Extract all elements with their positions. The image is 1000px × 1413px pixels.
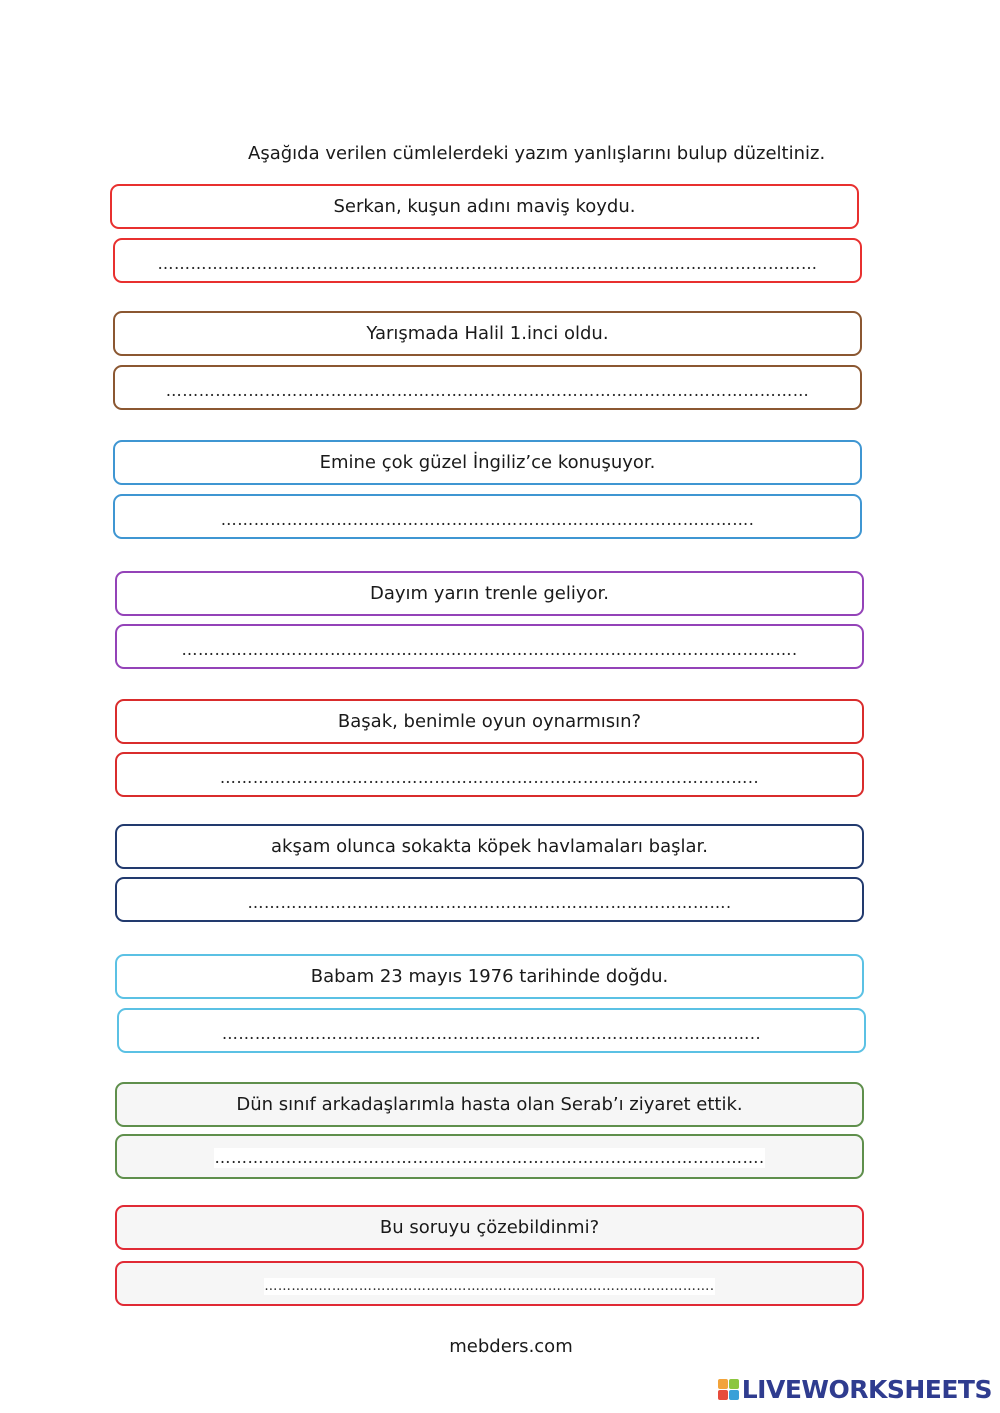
sentence-text-1: Serkan, kuşun adını maviş koydu. — [333, 196, 636, 217]
answer-dots-5: …………………………………………………………………………………….. — [219, 768, 760, 787]
footer-source: mebders.com — [449, 1336, 573, 1357]
sentence-text-7: Babam 23 mayıs 1976 tarihinde doğdu. — [310, 966, 669, 987]
answer-dots-3: ……………………………………………………………………………………. — [220, 510, 755, 529]
answer-field-2[interactable] — [113, 365, 862, 410]
answer-field-1[interactable] — [113, 238, 862, 283]
logo-square-2 — [729, 1379, 739, 1389]
answer-field-4[interactable] — [115, 624, 864, 669]
logo-square-1 — [718, 1379, 728, 1389]
sentence-box-7 — [115, 954, 864, 999]
sentence-box-1 — [110, 184, 859, 229]
answer-dots-8: ………………………………………………………………………………………. — [214, 1148, 765, 1167]
brand-name: LIVEWORKSHEETS — [741, 1375, 992, 1404]
logo-square-3 — [718, 1390, 728, 1400]
liveworksheets-icon — [718, 1379, 739, 1400]
answer-field-7[interactable] — [117, 1008, 866, 1053]
answer-dots-7: …………………………………………………………………………………….. — [221, 1024, 762, 1043]
sentence-box-4 — [115, 571, 864, 616]
sentence-box-8 — [115, 1082, 864, 1127]
sentence-box-5 — [115, 699, 864, 744]
sentence-box-6 — [115, 824, 864, 869]
logo-square-4 — [729, 1390, 739, 1400]
sentence-box-9 — [115, 1205, 864, 1250]
answer-field-3[interactable] — [113, 494, 862, 539]
answer-dots-9: ………………………………………………………………………………………. — [264, 1279, 715, 1294]
sentence-text-8: Dün sınıf arkadaşlarımla hasta olan Serab’ı ziyaret ettik. — [236, 1094, 743, 1115]
sentence-text-9: Bu soruyu çözebildinmi? — [379, 1217, 600, 1238]
sentence-text-6: akşam olunca sokakta köpek havlamaları başlar. — [271, 836, 708, 857]
sentence-text-5: Başak, benimle oyun oynarmısın? — [337, 711, 642, 732]
sentence-text-3: Emine çok güzel İngiliz’ce konuşuyor. — [319, 452, 656, 473]
answer-field-5[interactable] — [115, 752, 864, 797]
sentence-box-2 — [113, 311, 862, 356]
answer-field-9[interactable] — [115, 1261, 864, 1306]
answer-dots-1: ………………………………………………………………………………………………………… — [157, 254, 818, 273]
answer-dots-2: ……………………………………………………………………………………………………… — [165, 381, 810, 400]
answer-field-8[interactable] — [115, 1134, 864, 1179]
answer-field-6[interactable] — [115, 877, 864, 922]
answer-dots-4: …………………………………………………………………………………………………. — [181, 640, 798, 659]
sentence-text-2: Yarışmada Halil 1.inci oldu. — [366, 323, 609, 344]
instruction-text: Aşağıda verilen cümlelerdeki yazım yanlışlarını bulup düzeltiniz. — [248, 143, 826, 164]
sentence-box-3 — [113, 440, 862, 485]
sentence-text-4: Dayım yarın trenle geliyor. — [370, 583, 609, 604]
brand-logo[interactable] — [718, 1375, 992, 1404]
answer-dots-6: ……………………………………………………………………………. — [247, 893, 732, 912]
